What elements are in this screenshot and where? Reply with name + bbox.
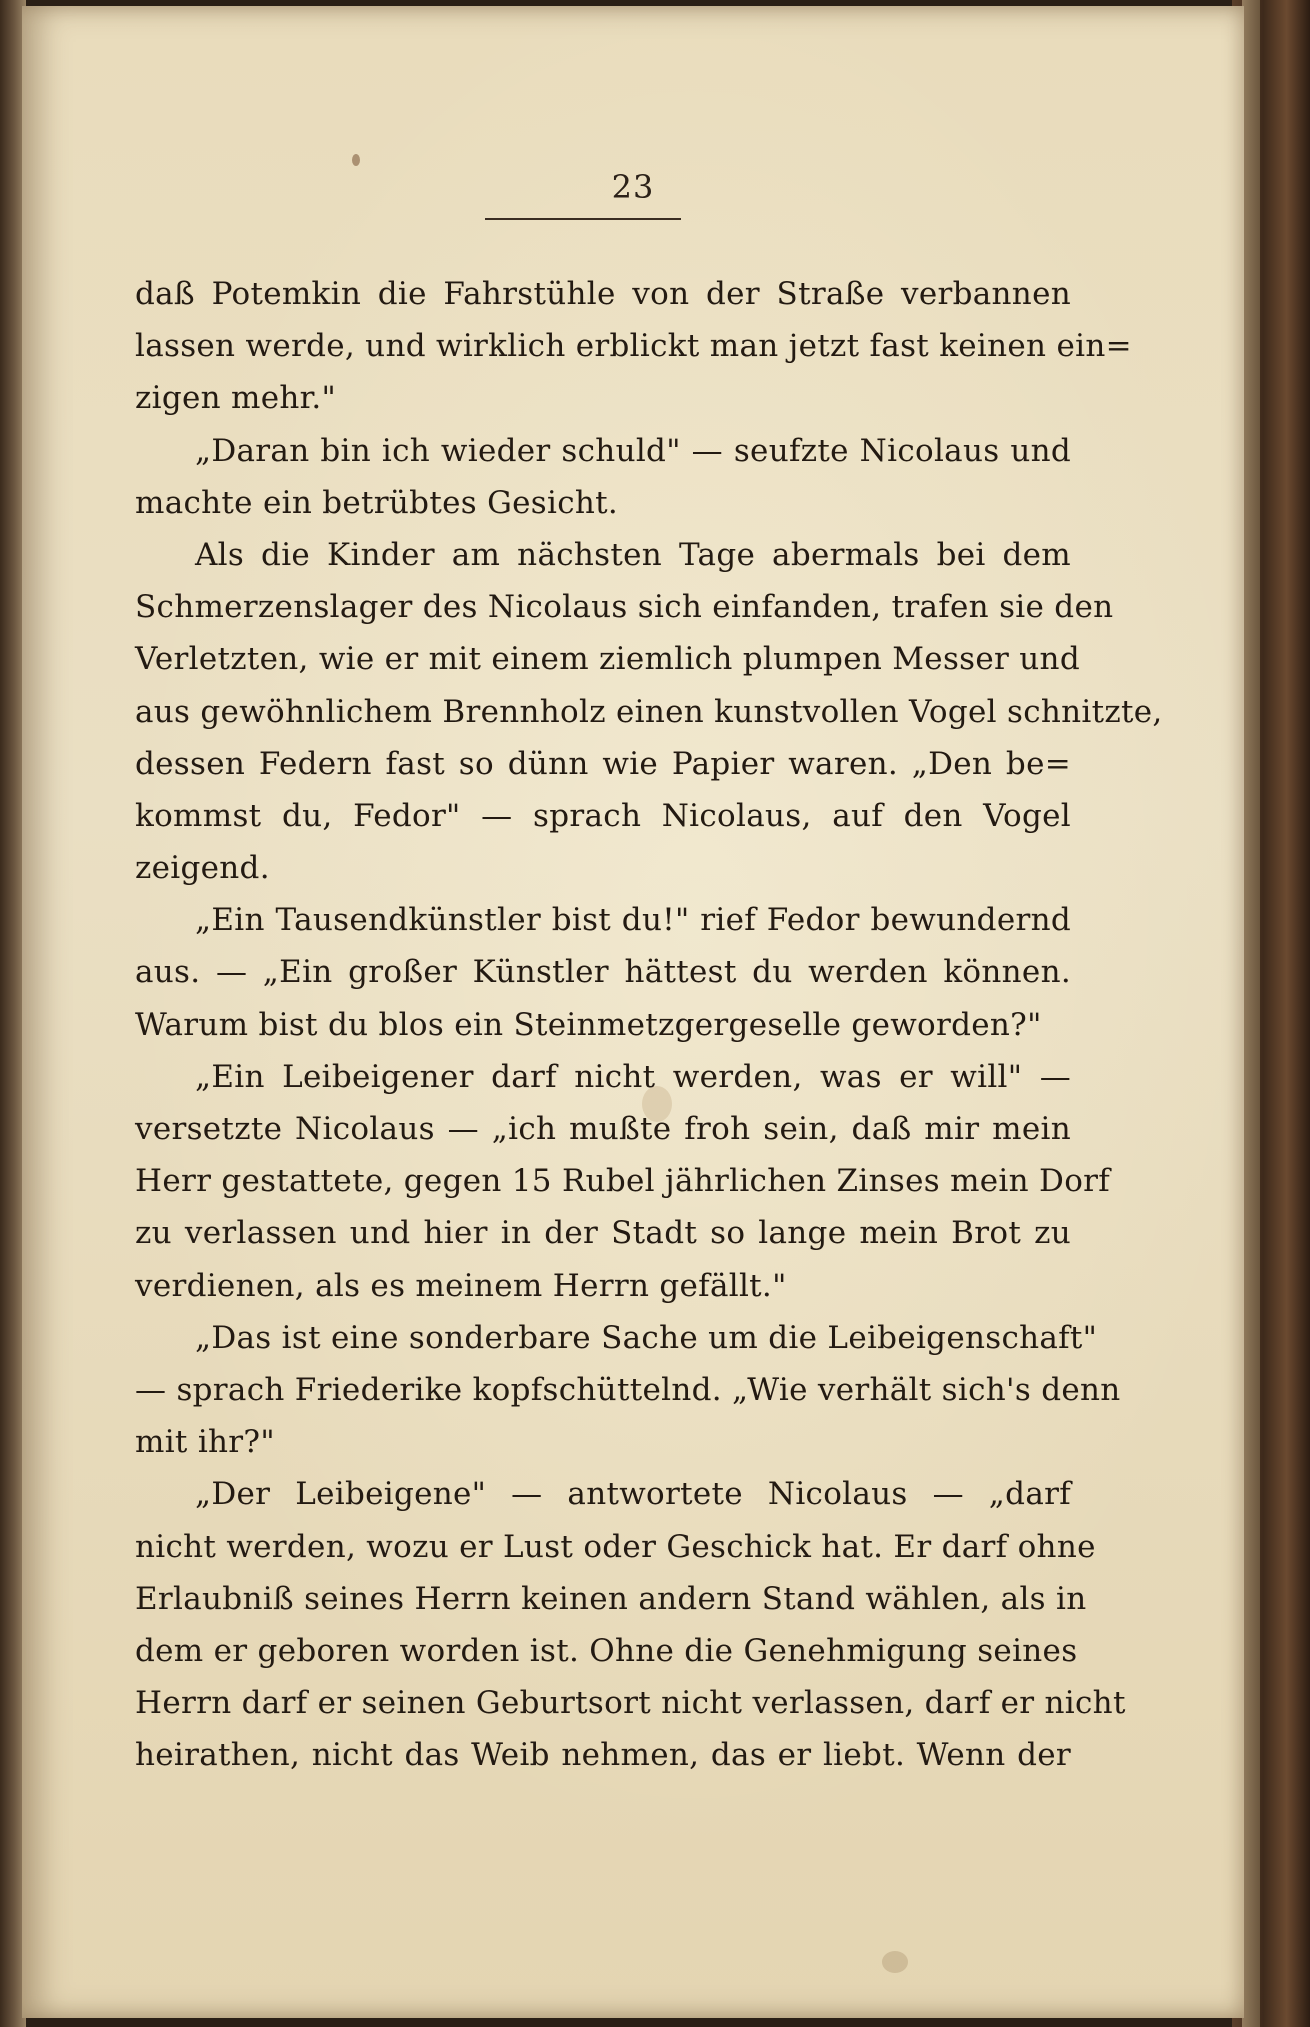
paper-stain: [882, 1951, 908, 1973]
text-line: mit ihr?": [135, 1424, 275, 1461]
text-line: aus. — „Ein großer Künstler hättest du werden können.: [135, 954, 1071, 991]
text-line: machte ein betrübtes Gesicht.: [135, 484, 619, 521]
page-number: 23: [611, 168, 655, 206]
book-page: [22, 6, 1244, 2018]
text-line: „Ein Leibeigener darf nicht werden, was er will" —: [195, 1058, 1071, 1095]
text-line: Verletzten, wie er mit einem ziemlich plumpen Messer und: [135, 641, 1080, 678]
paper-stain: [352, 154, 360, 166]
text-line: „Daran bin ich wieder schuld" — seufzte Nicolaus und: [195, 432, 1071, 469]
text-line: Warum bist du blos ein Steinmetzgergeselle geworden?": [135, 1006, 1042, 1043]
text-line: — sprach Friederike kopfschüttelnd. „Wie verhält sich's denn: [135, 1371, 1121, 1408]
text-line: Herrn darf er seinen Geburtsort nicht verlassen, darf er nicht: [135, 1685, 1126, 1722]
text-line: aus gewöhnlichem Brennholz einen kunstvollen Vogel schnitzte,: [135, 693, 1163, 730]
text-line: Erlaubniß seines Herrn keinen andern Stand wählen, als in: [135, 1580, 1087, 1617]
text-line: verdienen, als es meinem Herrn gefällt.": [135, 1267, 787, 1304]
text-line: dessen Federn fast so dünn wie Papier waren. „Den be=: [135, 745, 1071, 782]
text-line: heirathen, nicht das Weib nehmen, das er liebt. Wenn der: [135, 1737, 1071, 1774]
header-rule: [485, 218, 681, 220]
text-line: nicht werden, wozu er Lust oder Geschick hat. Er darf ohne: [135, 1528, 1096, 1565]
text-line: kommst du, Fedor" — sprach Nicolaus, auf den Vogel: [135, 797, 1071, 834]
text-line: „Das ist eine sonderbare Sache um die Leibeigenschaft": [195, 1319, 1098, 1356]
text-line: Als die Kinder am nächsten Tage abermals bei dem: [195, 536, 1071, 573]
text-line: „Der Leibeigene" — antwortete Nicolaus — „darf: [195, 1476, 1071, 1513]
body-text: [135, 268, 1163, 1781]
text-line: zeigend.: [135, 850, 270, 887]
text-line: versetzte Nicolaus — „ich mußte froh sein, daß mir mein: [135, 1111, 1071, 1147]
text-line: zu verlassen und hier in der Stadt so lange mein Brot zu: [135, 1215, 1071, 1252]
text-line: zigen mehr.": [135, 380, 337, 417]
text-line: „Ein Tausendkünstler bist du!" rief Fedor bewundernd: [195, 902, 1071, 939]
text-line: dem er geboren worden ist. Ohne die Genehmigung seines: [135, 1632, 1078, 1669]
text-line: lassen werde, und wirklich erblickt man jetzt fast keinen ein=: [135, 328, 1132, 365]
text-line: Schmerzenslager des Nicolaus sich einfanden, trafen sie den: [135, 589, 1114, 626]
text-line: Herr gestattete, gegen 15 Rubel jährlichen Zinses mein Dorf: [135, 1163, 1111, 1200]
text-line: daß Potemkin die Fahrstühle von der Straße verbannen: [135, 276, 1071, 312]
